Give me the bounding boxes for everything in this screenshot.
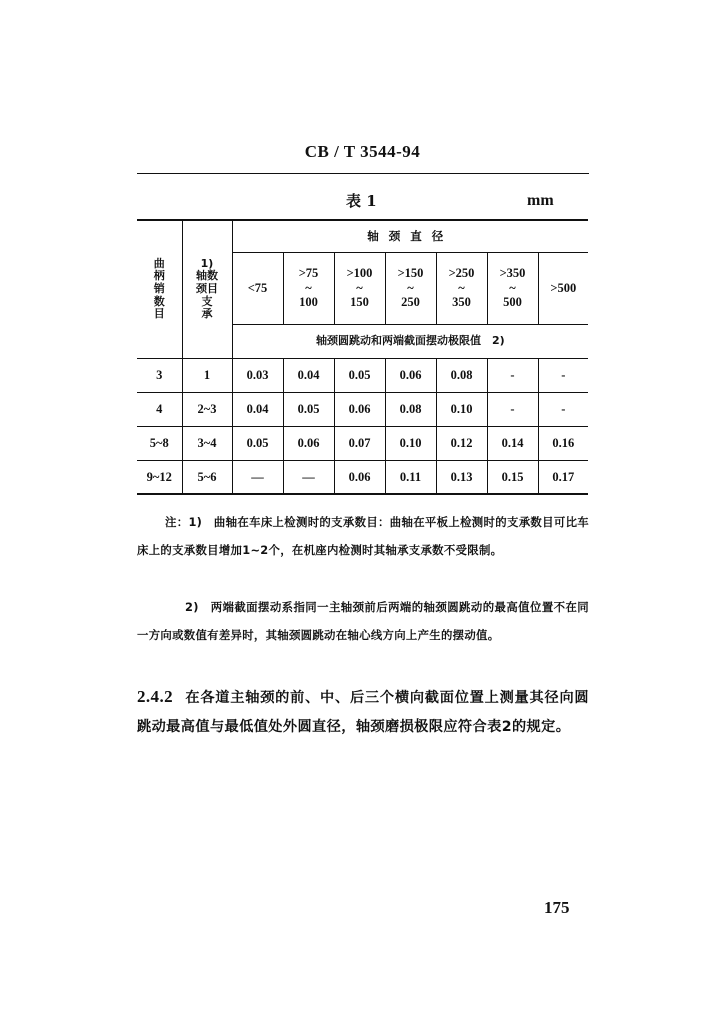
range-header: >100 ~ 150 [334, 252, 385, 324]
cell-value: 0.04 [232, 392, 283, 426]
cell-value: 0.14 [487, 426, 538, 460]
cell-value: 0.06 [385, 358, 436, 392]
table-note-2 [137, 593, 589, 649]
section-text: 在各道主轴颈的前、中、后三个横向截面位置上测量其径向圆跳动最高值与最低值处外圆直径，轴颈磨损极限应符合表2的规定。 [137, 690, 589, 735]
limit-value-header: 轴颈圆跳动和两端截面摆动极限值 2) [232, 324, 588, 358]
cell-value: 0.17 [538, 460, 588, 494]
cell-value: - [538, 358, 588, 392]
cell-pins: 3 [137, 358, 182, 392]
journal-support-count-header: 1) 轴数 颈目 支 承 [182, 220, 232, 358]
range-header: >250 ~ 350 [436, 252, 487, 324]
cell-value: 0.12 [436, 426, 487, 460]
cell-value: 0.05 [334, 358, 385, 392]
table-row [137, 392, 588, 426]
table-unit: mm [527, 192, 554, 209]
cell-value: 0.13 [436, 460, 487, 494]
table-note-1 [137, 508, 589, 564]
table-row [137, 460, 588, 494]
cell-value: 0.08 [436, 358, 487, 392]
cell-value: 0.05 [283, 392, 334, 426]
range-header: <75 [232, 252, 283, 324]
cell-value: 0.06 [334, 392, 385, 426]
cell-value: — [232, 460, 283, 494]
table-caption: 表 1 [346, 192, 377, 210]
cell-value: 0.04 [283, 358, 334, 392]
cell-value: 0.10 [385, 426, 436, 460]
runout-limit-table [137, 219, 588, 495]
table-row [137, 358, 588, 392]
cell-supports: 1 [182, 358, 232, 392]
journal-diameter-header: 轴颈直径 [232, 220, 588, 252]
cell-value: 0.15 [487, 460, 538, 494]
cell-value: 0.03 [232, 358, 283, 392]
cell-value: 0.05 [232, 426, 283, 460]
standard-header: CB / T 3544-94 [304, 142, 421, 161]
cell-value: 0.07 [334, 426, 385, 460]
cell-value: - [538, 392, 588, 426]
range-header: >75 ~ 100 [283, 252, 334, 324]
section-2-4-2 [137, 682, 589, 742]
header-rule [137, 173, 589, 174]
cell-pins: 4 [137, 392, 182, 426]
range-header: >500 [538, 252, 588, 324]
cell-supports: 3~4 [182, 426, 232, 460]
note-1-text: 注：1) 曲轴在车床上检测时的支承数目：曲轴在平板上检测时的支承数目可比车床上的支承数目增加1~2个，在机座内检测时其轴承支承数不受限制。 [137, 515, 589, 557]
page-number: 175 [544, 898, 570, 917]
cell-supports: 2~3 [182, 392, 232, 426]
cell-value: 0.06 [283, 426, 334, 460]
crank-pin-count-header: 曲 柄 销 数 目 [137, 220, 182, 358]
range-header: >150 ~ 250 [385, 252, 436, 324]
cell-value: — [283, 460, 334, 494]
cell-value: - [487, 392, 538, 426]
cell-supports: 5~6 [182, 460, 232, 494]
note-2-text: 2) 两端截面摆动系指同一主轴颈前后两端的轴颈圆跳动的最高值位置不在同一方向或数值有差异时，其轴颈圆跳动在轴心线方向上产生的摆动值。 [137, 600, 589, 642]
section-number: 2.4.2 [137, 687, 173, 706]
range-header: >350 ~ 500 [487, 252, 538, 324]
cell-value: - [487, 358, 538, 392]
cell-value: 0.08 [385, 392, 436, 426]
cell-pins: 5~8 [137, 426, 182, 460]
table-row [137, 426, 588, 460]
cell-value: 0.06 [334, 460, 385, 494]
cell-pins: 9~12 [137, 460, 182, 494]
cell-value: 0.11 [385, 460, 436, 494]
cell-value: 0.10 [436, 392, 487, 426]
cell-value: 0.16 [538, 426, 588, 460]
